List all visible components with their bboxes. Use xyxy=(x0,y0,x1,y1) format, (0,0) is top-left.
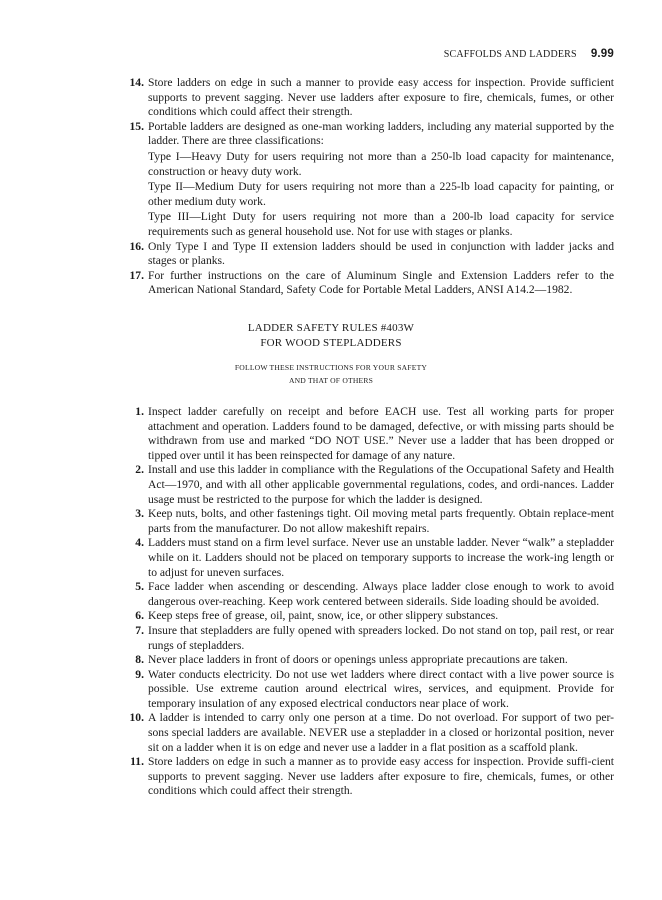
item-text: For further instructions on the care of Aluminum Single and Extension Ladders refer to the American National Standard, Safety Code for Portable Metal Ladders, ANSI A14.2—1982. xyxy=(148,268,614,297)
item-text: Never place ladders in front of doors or openings unless appropriate precautions are taken. xyxy=(148,653,568,667)
list-item xyxy=(0,653,662,668)
item-text: Face ladder when ascending or descending. Always place ladder close enough to work to avoid dangerous over-reaching. Keep work centered between siderails. Side loading should be avoided. xyxy=(148,580,614,608)
item-text: Store ladders on edge in such a manner to provide easy access for inspection. Provide sufficient supports to prevent sagging. Never use ladders after exposure to fire, chemicals, fumes, or other conditions which could affect their strength. xyxy=(148,76,614,119)
section-subheading-line-1: FOLLOW THESE INSTRUCTIONS FOR YOUR SAFETY xyxy=(234,363,428,372)
item-text: Keep steps free of grease, oil, paint, snow, ice, or other slippery substances. xyxy=(148,609,499,623)
section-heading-line-2: FOR WOOD STEPLADDERS xyxy=(260,336,402,349)
item-text: Only Type I and Type II extension ladders should be used in conjunction with ladder jacks and stages or planks. xyxy=(148,239,614,268)
item-text: Water conducts electricity. Do not use wet ladders where direct contact with a live power source is possible. Use extreme caution around electrical wires, services, and equipment. Provide for temporary insulation of any exposed electrical conductors near place of work. xyxy=(148,667,614,710)
item-number: 17. xyxy=(129,268,144,282)
item-text: Ladders must stand on a firm level surface. Never use an unstable ladder. Never “walk” a stepladder while on it. Ladders should not be placed on temporary supports to increase the work-ing length or to adjust for uneven surfaces. xyxy=(148,536,614,579)
classification-type-iii: Type III—Light Duty for users requiring not more than a 200-lb load capacity for service requirements such as general household use. Not for use with stages or planks. xyxy=(148,210,614,238)
item-text: Insure that stepladders are fully opened with spreaders locked. Do not stand on top, pail rest, or rear rungs of stepladders. xyxy=(148,623,614,652)
item-number: 9. xyxy=(135,667,144,681)
list-item xyxy=(0,507,662,536)
list-item xyxy=(0,580,662,609)
item-number: 3. xyxy=(135,507,144,521)
item-number: 16. xyxy=(129,239,144,253)
list-item xyxy=(0,755,662,799)
item-number: 7. xyxy=(135,623,144,637)
list-item xyxy=(0,76,662,120)
stepladder-rules-list xyxy=(0,405,662,799)
item-number: 1. xyxy=(135,405,144,418)
list-item xyxy=(0,463,662,507)
running-header-title: SCAFFOLDS AND LADDERS xyxy=(443,49,577,60)
classification-type-ii: Type II—Medium Duty for users requiring not more than a 225-lb load capacity for painting, or other medium duty work. xyxy=(148,180,614,208)
list-item xyxy=(0,609,662,624)
list-item xyxy=(0,405,662,463)
page-number: 9.99 xyxy=(590,48,614,60)
item-number: 6. xyxy=(135,609,144,623)
running-header xyxy=(444,48,614,60)
list-item xyxy=(0,711,662,755)
list-item xyxy=(0,120,662,240)
item-text: Portable ladders are designed as one-man working ladders, including any material supported by the ladder. There are three classifications: xyxy=(148,119,614,148)
list-item xyxy=(0,624,662,653)
item-number: 4. xyxy=(135,536,144,550)
item-text: A ladder is intended to carry only one person at a time. Do not overload. For support of two per-sons special ladders are available. NEVER use a stepladder in a closed or horizontal position, never sit on a ladder when it is on edge and never use a ladder in a flat position as a scaffold plank. xyxy=(148,711,614,754)
section-heading xyxy=(0,321,662,350)
item-number: 10. xyxy=(129,711,144,725)
section-subheading xyxy=(0,361,662,387)
list-item xyxy=(0,269,662,298)
item-number: 11. xyxy=(130,755,144,769)
section-heading-line-1: LADDER SAFETY RULES #403W xyxy=(247,322,415,334)
item-number: 5. xyxy=(135,580,144,594)
item-number: 8. xyxy=(135,653,144,667)
item-number: 15. xyxy=(129,119,144,133)
item-text: Keep nuts, bolts, and other fastenings tight. Oil moving metal parts frequently. Obtain replace-ment parts from the manufacturer. Do not allow makeshift repairs. xyxy=(148,507,614,535)
item-number: 14. xyxy=(129,76,144,89)
item-text: Store ladders on edge in such a manner as to provide easy access for inspection. Provide suffi-cient supports to prevent sagging. Never use ladders after exposure to fire, chemicals, fumes, or other conditions which could affect their strength. xyxy=(148,755,614,798)
item-text: Install and use this ladder in compliance with the Regulations of the Occupational Safety and Health Act—1970, and with all other applicable governmental regulations, codes, and ordi-nances. Ladder usage must be restricted to the purpose for which the ladder is designed. xyxy=(148,463,614,506)
list-item xyxy=(0,240,662,269)
list-item xyxy=(0,668,662,712)
list-item xyxy=(0,536,662,580)
section-subheading-line-2: AND THAT OF OTHERS xyxy=(288,376,374,385)
classification-type-i: Type I—Heavy Duty for users requiring not more than a 250-lb load capacity for maintenance, construction or heavy duty work. xyxy=(148,149,614,178)
item-number: 2. xyxy=(135,463,144,477)
ladder-care-list xyxy=(0,76,662,298)
item-text: Inspect ladder carefully on receipt and before EACH use. Test all working parts for proper attachment and operation. Ladders found to be damaged, defective, or with missing parts should be withdrawn from use and marked “DO NOT USE.” Never use a ladder that has been dropped or tipped over until it has been reinspected for damage of any nature. xyxy=(148,405,614,462)
